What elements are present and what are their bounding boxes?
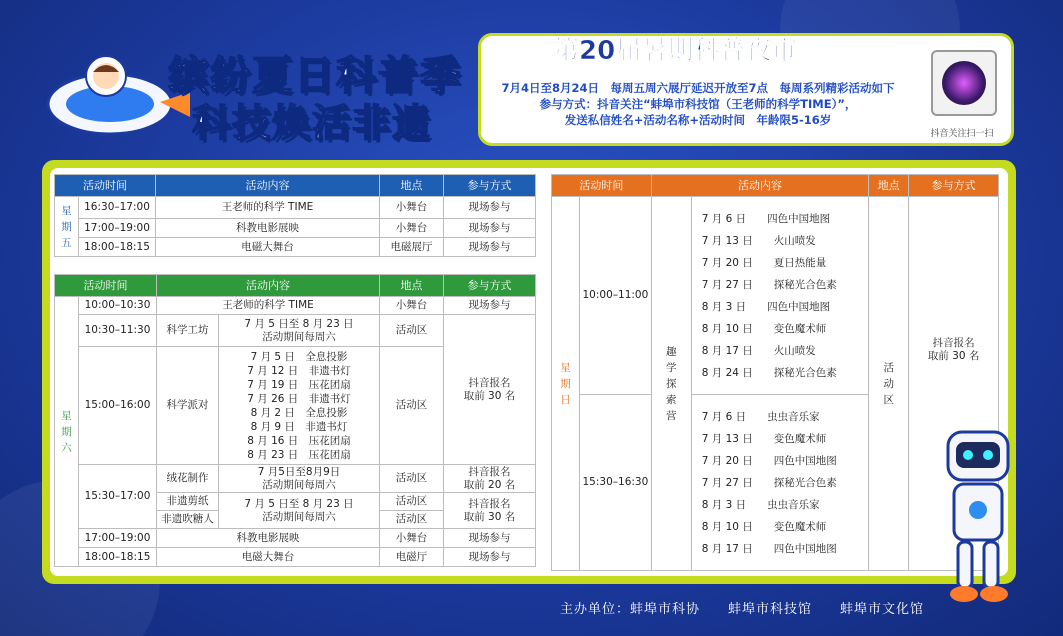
- header-mode: 参与方式: [444, 175, 536, 197]
- row-place: 小舞台: [380, 219, 444, 238]
- row-time: 18:00–18:15: [79, 238, 156, 257]
- info-line-participation: 参与方式：抖音关注“蚌埠市科技馆（王老师的科学TIME）”，: [539, 97, 857, 111]
- table-row: [55, 197, 536, 219]
- list-item: 8 月 3 日 虫虫音乐家: [701, 498, 820, 511]
- row-time: 17:00–19:00: [79, 529, 157, 548]
- row-place: 电磁展厅: [380, 238, 444, 257]
- table-row: [55, 297, 536, 315]
- activity-detail: 7 月 5 日至 8 月 23 日 活动期间每周六: [219, 315, 380, 347]
- activity-detail: 7 月 5 日 全息投影 7 月 12 日 非遗书灯 7 月 19 日 压花团扇 7 月 26 日 非遗书灯 8 月 2 日 全息投影 8 月 9 日 非遗书灯 8 月 16 日 压花团扇 8 月 23 日 压花团扇: [219, 347, 380, 465]
- table-header-row: [55, 175, 536, 197]
- list-item: 8 月 3 日 四色中国地图: [701, 300, 831, 313]
- table-row: [55, 529, 536, 548]
- row-place: 活动区: [380, 315, 444, 347]
- header-place: 地点: [869, 175, 909, 197]
- header-mode: 参与方式: [909, 175, 999, 197]
- row-content: 科教电影展映: [156, 219, 380, 238]
- list-item: 7 月 20 日 夏日热能量: [701, 256, 827, 269]
- list-item: 7 月 6 日 四色中国地图: [701, 212, 831, 225]
- row-mode: 抖音报名 取前 30 名: [444, 315, 536, 465]
- header-content: 活动内容: [156, 175, 380, 197]
- table-header-row: [552, 175, 999, 197]
- row-place: 小舞台: [380, 297, 444, 315]
- row-place: 活动区: [380, 511, 444, 529]
- table-row: [55, 315, 536, 347]
- list-item: 7 月 13 日 火山喷发: [701, 234, 816, 247]
- header-time: 活动时间: [552, 175, 652, 197]
- table-row: [55, 548, 536, 567]
- saturday-schedule-table: [54, 274, 536, 567]
- row-mode: 现场参与: [444, 219, 536, 238]
- header-mode: 参与方式: [444, 275, 536, 297]
- row-mode: 现场参与: [444, 548, 536, 567]
- row-content: 王老师的科学 TIME: [157, 297, 380, 315]
- list-item: 7 月 20 日 四色中国地图: [701, 454, 837, 467]
- main-title-line1: 缤纷夏日科普季: [168, 53, 462, 99]
- header-time: 活动时间: [55, 275, 157, 297]
- list-item: 8 月 17 日 四色中国地图: [701, 542, 837, 555]
- header-time: 活动时间: [55, 175, 156, 197]
- row-mode: 抖音报名 取前 30 名: [444, 493, 536, 529]
- activity-name: 科学派对: [157, 347, 219, 465]
- info-line-dates: 7月4日至8月24日 每周五周六展厅延迟开放至7点 每周系列精彩活动如下: [501, 81, 895, 95]
- friday-schedule-table: [54, 174, 536, 257]
- day-label: [55, 197, 79, 257]
- robot-mascot-illustration: [918, 412, 1038, 612]
- header-content: 活动内容: [157, 275, 380, 297]
- row-time: 15:30–17:00: [79, 465, 157, 529]
- list-item: 7 月 13 日 变色魔术师: [701, 432, 827, 445]
- activity-list-a: [692, 208, 869, 384]
- row-place: [869, 197, 909, 571]
- day-sunday: 星期日: [560, 361, 571, 406]
- row-mode: 现场参与: [444, 197, 536, 219]
- row-time: 15:00–16:00: [79, 347, 157, 465]
- table-row: [55, 465, 536, 493]
- table-row: [55, 238, 536, 257]
- row-place: 电磁厅: [380, 548, 444, 567]
- table-row: [55, 219, 536, 238]
- organizer-footer: 主办单位：蚌埠市科协 蚌埠市科技馆 蚌埠市文化馆: [560, 602, 925, 617]
- activity-name: 绒花制作: [157, 465, 219, 493]
- table-header-row: [55, 275, 536, 297]
- row-mode: 现场参与: [444, 529, 536, 548]
- day-saturday: 星期六: [61, 409, 72, 454]
- event-info-card: [478, 33, 1014, 146]
- list-item: 8 月 24 日 探秘光合色素: [701, 366, 837, 379]
- activity-detail: 7 月 5 日至 8 月 23 日 活动期间每周六: [219, 493, 380, 529]
- row-time: 10:00–11:00: [579, 197, 651, 395]
- row-place: 小舞台: [380, 197, 444, 219]
- day-label: [552, 197, 580, 571]
- activity-name: 非遗吹糖人: [157, 511, 219, 529]
- row-mode: 现场参与: [444, 238, 536, 257]
- place-label: 活动区: [883, 361, 894, 406]
- row-time: 17:00–19:00: [79, 219, 156, 238]
- row-content: [651, 197, 691, 571]
- row-time: 18:00–18:15: [79, 548, 157, 567]
- row-content: 电磁大舞台: [157, 548, 380, 567]
- main-title-line2: 科技焕活非遗: [192, 101, 433, 145]
- row-mode: 现场参与: [444, 297, 536, 315]
- row-mode: 抖音报名 取前 20 名: [444, 465, 536, 493]
- row-mode: 抖音报名 取前 30 名: [909, 197, 999, 571]
- row-time: 10:00–10:30: [79, 297, 157, 315]
- header-place: 地点: [380, 275, 444, 297]
- list-item: 8 月 10 日 变色魔术师: [701, 520, 827, 533]
- list-item: 7 月 27 日 探秘光合色素: [701, 278, 837, 291]
- event-info-text: [493, 80, 903, 128]
- day-friday: 星期五: [61, 204, 72, 249]
- list-item: 7 月 27 日 探秘光合色素: [701, 476, 837, 489]
- list-item: 8 月 17 日 火山喷发: [701, 344, 816, 357]
- row-place: 活动区: [380, 465, 444, 493]
- row-content: 王老师的科学 TIME: [156, 197, 380, 219]
- day-label: [55, 297, 79, 567]
- activity-name: 科学工坊: [157, 315, 219, 347]
- header-place: 地点: [380, 175, 444, 197]
- activity-list: [691, 395, 869, 571]
- row-place: 活动区: [380, 493, 444, 511]
- row-time: 15:30–16:30: [579, 395, 651, 571]
- douyin-qr-code[interactable]: [931, 50, 997, 116]
- table-row: [552, 197, 999, 395]
- event-title: 第20届暑期科普夜市: [553, 36, 798, 66]
- list-item: 7 月 6 日 虫虫音乐家: [701, 410, 820, 423]
- row-place: 小舞台: [380, 529, 444, 548]
- qr-code-label: 抖音关注扫一扫: [930, 129, 994, 139]
- row-time: 16:30–17:00: [79, 197, 156, 219]
- activity-name: 非遗剪纸: [157, 493, 219, 511]
- activity-detail: 7 月5日至8月9日 活动期间每周六: [219, 465, 380, 493]
- row-content: 电磁大舞台: [156, 238, 380, 257]
- activity-list-b: [692, 406, 869, 560]
- list-item: 8 月 10 日 变色魔术师: [701, 322, 827, 335]
- qr-code-image: [942, 61, 986, 105]
- row-content: 科教电影展映: [157, 529, 380, 548]
- header-content: 活动内容: [651, 175, 868, 197]
- row-time: 10:30–11:30: [79, 315, 157, 347]
- row-place: 活动区: [380, 347, 444, 465]
- info-line-registration: 发送私信姓名+活动名称+活动时间 年龄限5-16岁: [564, 113, 832, 127]
- activity-list: [691, 197, 869, 395]
- activity-name: 趣学探索营: [666, 345, 677, 422]
